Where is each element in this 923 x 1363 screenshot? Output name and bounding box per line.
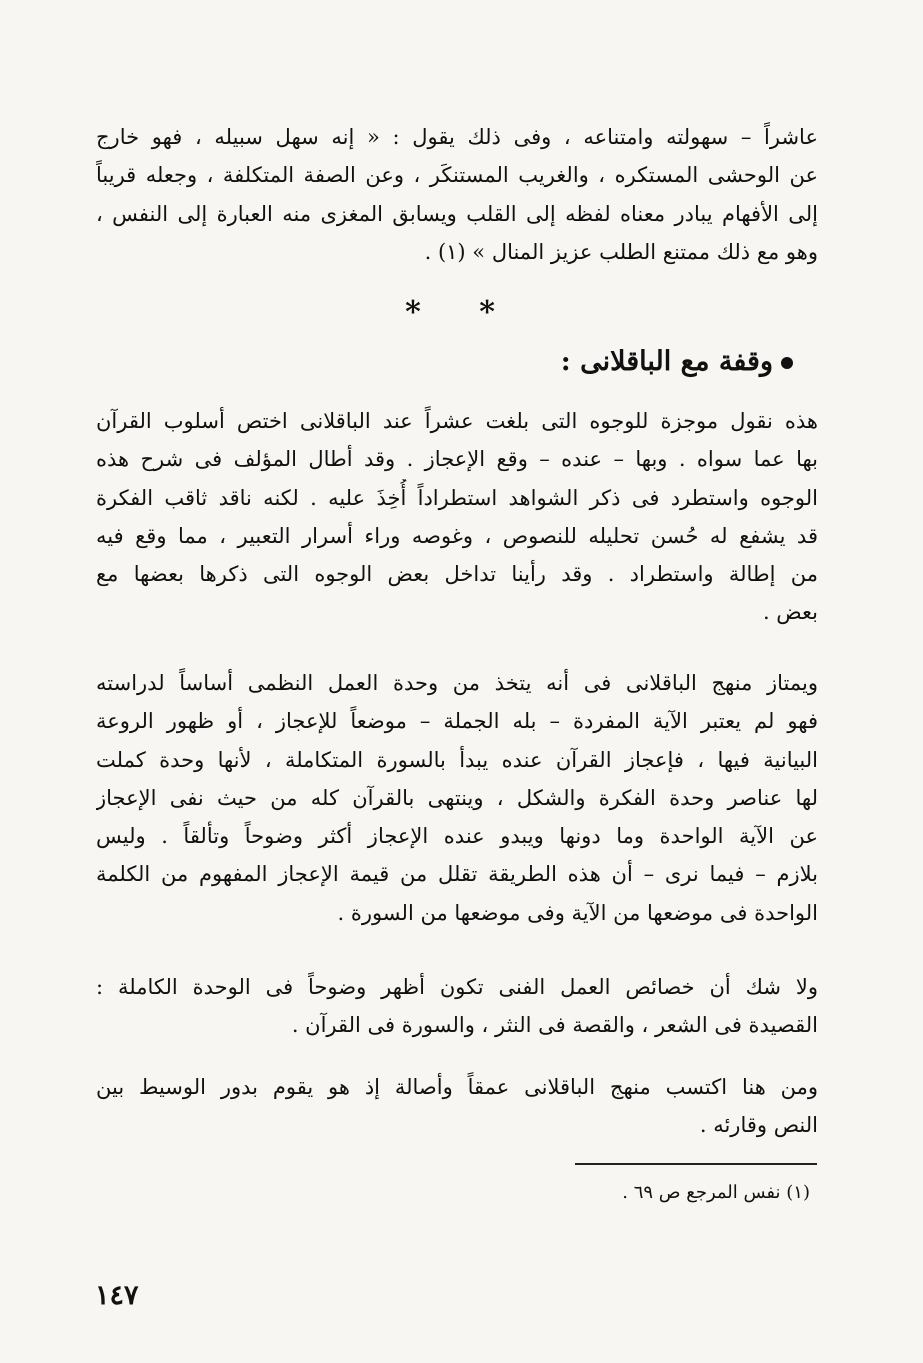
paragraph-4 [96, 1068, 818, 1145]
bullet-icon [781, 357, 793, 369]
section-heading-text: وقفة مع الباقلانى : [560, 346, 773, 377]
text-line: بعض . [762, 600, 818, 625]
text-line: القصيدة فى الشعر ، والقصة فى النثر ، والسورة فى القرآن . [291, 1013, 818, 1038]
text-line: الواحدة فى موضعها من الآية وفى موضعها من السورة . [337, 900, 818, 925]
text-line: ويمتاز منهج الباقلانى فى أنه يتخذ من وحدة العمل النظمى أساساً لدراسته [96, 671, 818, 695]
text-line: قد يشفع له حُسن تحليله للنصوص ، وغوصه وراء أسرار التعبير ، مما وقع فيه [96, 523, 818, 548]
intro-paragraph [96, 118, 818, 271]
text-line: عاشراً – سهولته وامتناعه ، وفى ذلك يقول : « إنه سهل سبيله ، فهو خارج [96, 125, 818, 149]
text-line: بلازم – فيما نرى – أن هذه الطريقة تقلل من قيمة الإعجاز المفهوم من الكلمة [96, 862, 818, 887]
text-line: فهو لم يعتبر الآية المفردة – بله الجملة – موضعاً للإعجاز ، أو ظهور الروعة [96, 709, 818, 734]
page-number: ١٤٧ [95, 1280, 139, 1311]
section-separator [380, 296, 520, 330]
text-line: بها عما سواه . وبها – عنده – وقع الإعجاز . وقد أطال المؤلف فى شرح هذه [96, 447, 818, 472]
text-line: الوجوه واستطرد فى ذكر الشواهد استطراداً أُخِذَ عليه . لكنه ناقد ثاقب الفكرة [96, 485, 818, 510]
text-line: النص وقارئه . [699, 1113, 818, 1138]
text-line: وهو مع ذلك ممتنع الطلب عزيز المنال » (١) . [424, 239, 818, 264]
asterisk-symbol: * [479, 295, 495, 330]
text-line: من إطالة واستطراد . وقد رأينا تداخل بعض الوجوه التى ذكرها بعضها مع [96, 562, 818, 587]
asterisk-symbol: * [405, 295, 421, 330]
section-heading [400, 340, 793, 384]
text-line: إلى الأفهام يبادر معناه لفظه إلى القلب ويسابق المغزى منه العبارة إلى النفس ، [96, 201, 818, 226]
text-line: هذه نقول موجزة للوجوه التى بلغت عشراً عند الباقلانى اختص أسلوب القرآن [96, 409, 818, 433]
text-line: عن الوحشى المستكره ، والغريب المستنكَر ، وعن الصفة المتكلفة ، وجعله قريباً [96, 163, 818, 188]
text-line: لها عناصر وحدة الفكرة والشكل ، وينتهى بالقرآن كله من حيث نفى الإعجاز [96, 785, 818, 810]
text-line: ومن هنا اكتسب منهج الباقلانى عمقاً وأصالة إذ هو يقوم بدور الوسيط بين [96, 1075, 818, 1099]
footnote-divider [575, 1163, 817, 1165]
text-line: البيانية فيها ، فإعجاز القرآن عنده يبدأ بالسورة المتكاملة ، لأنها وحدة كملت [96, 747, 818, 772]
paragraph-3 [96, 968, 818, 1045]
text-line: عن الآية الواحدة وما دونها ويبدو عنده الإعجاز أكثر وضوحاً وتألقاً . وليس [96, 824, 818, 849]
paragraph-2 [96, 664, 818, 932]
paragraph-1 [96, 402, 818, 632]
text-line: ولا شك أن خصائص العمل الفنى تكون أظهر وضوحاً فى الوحدة الكاملة : [96, 975, 818, 999]
footnote: (١) نفس المرجع ص ٦٩ . [622, 1182, 810, 1203]
